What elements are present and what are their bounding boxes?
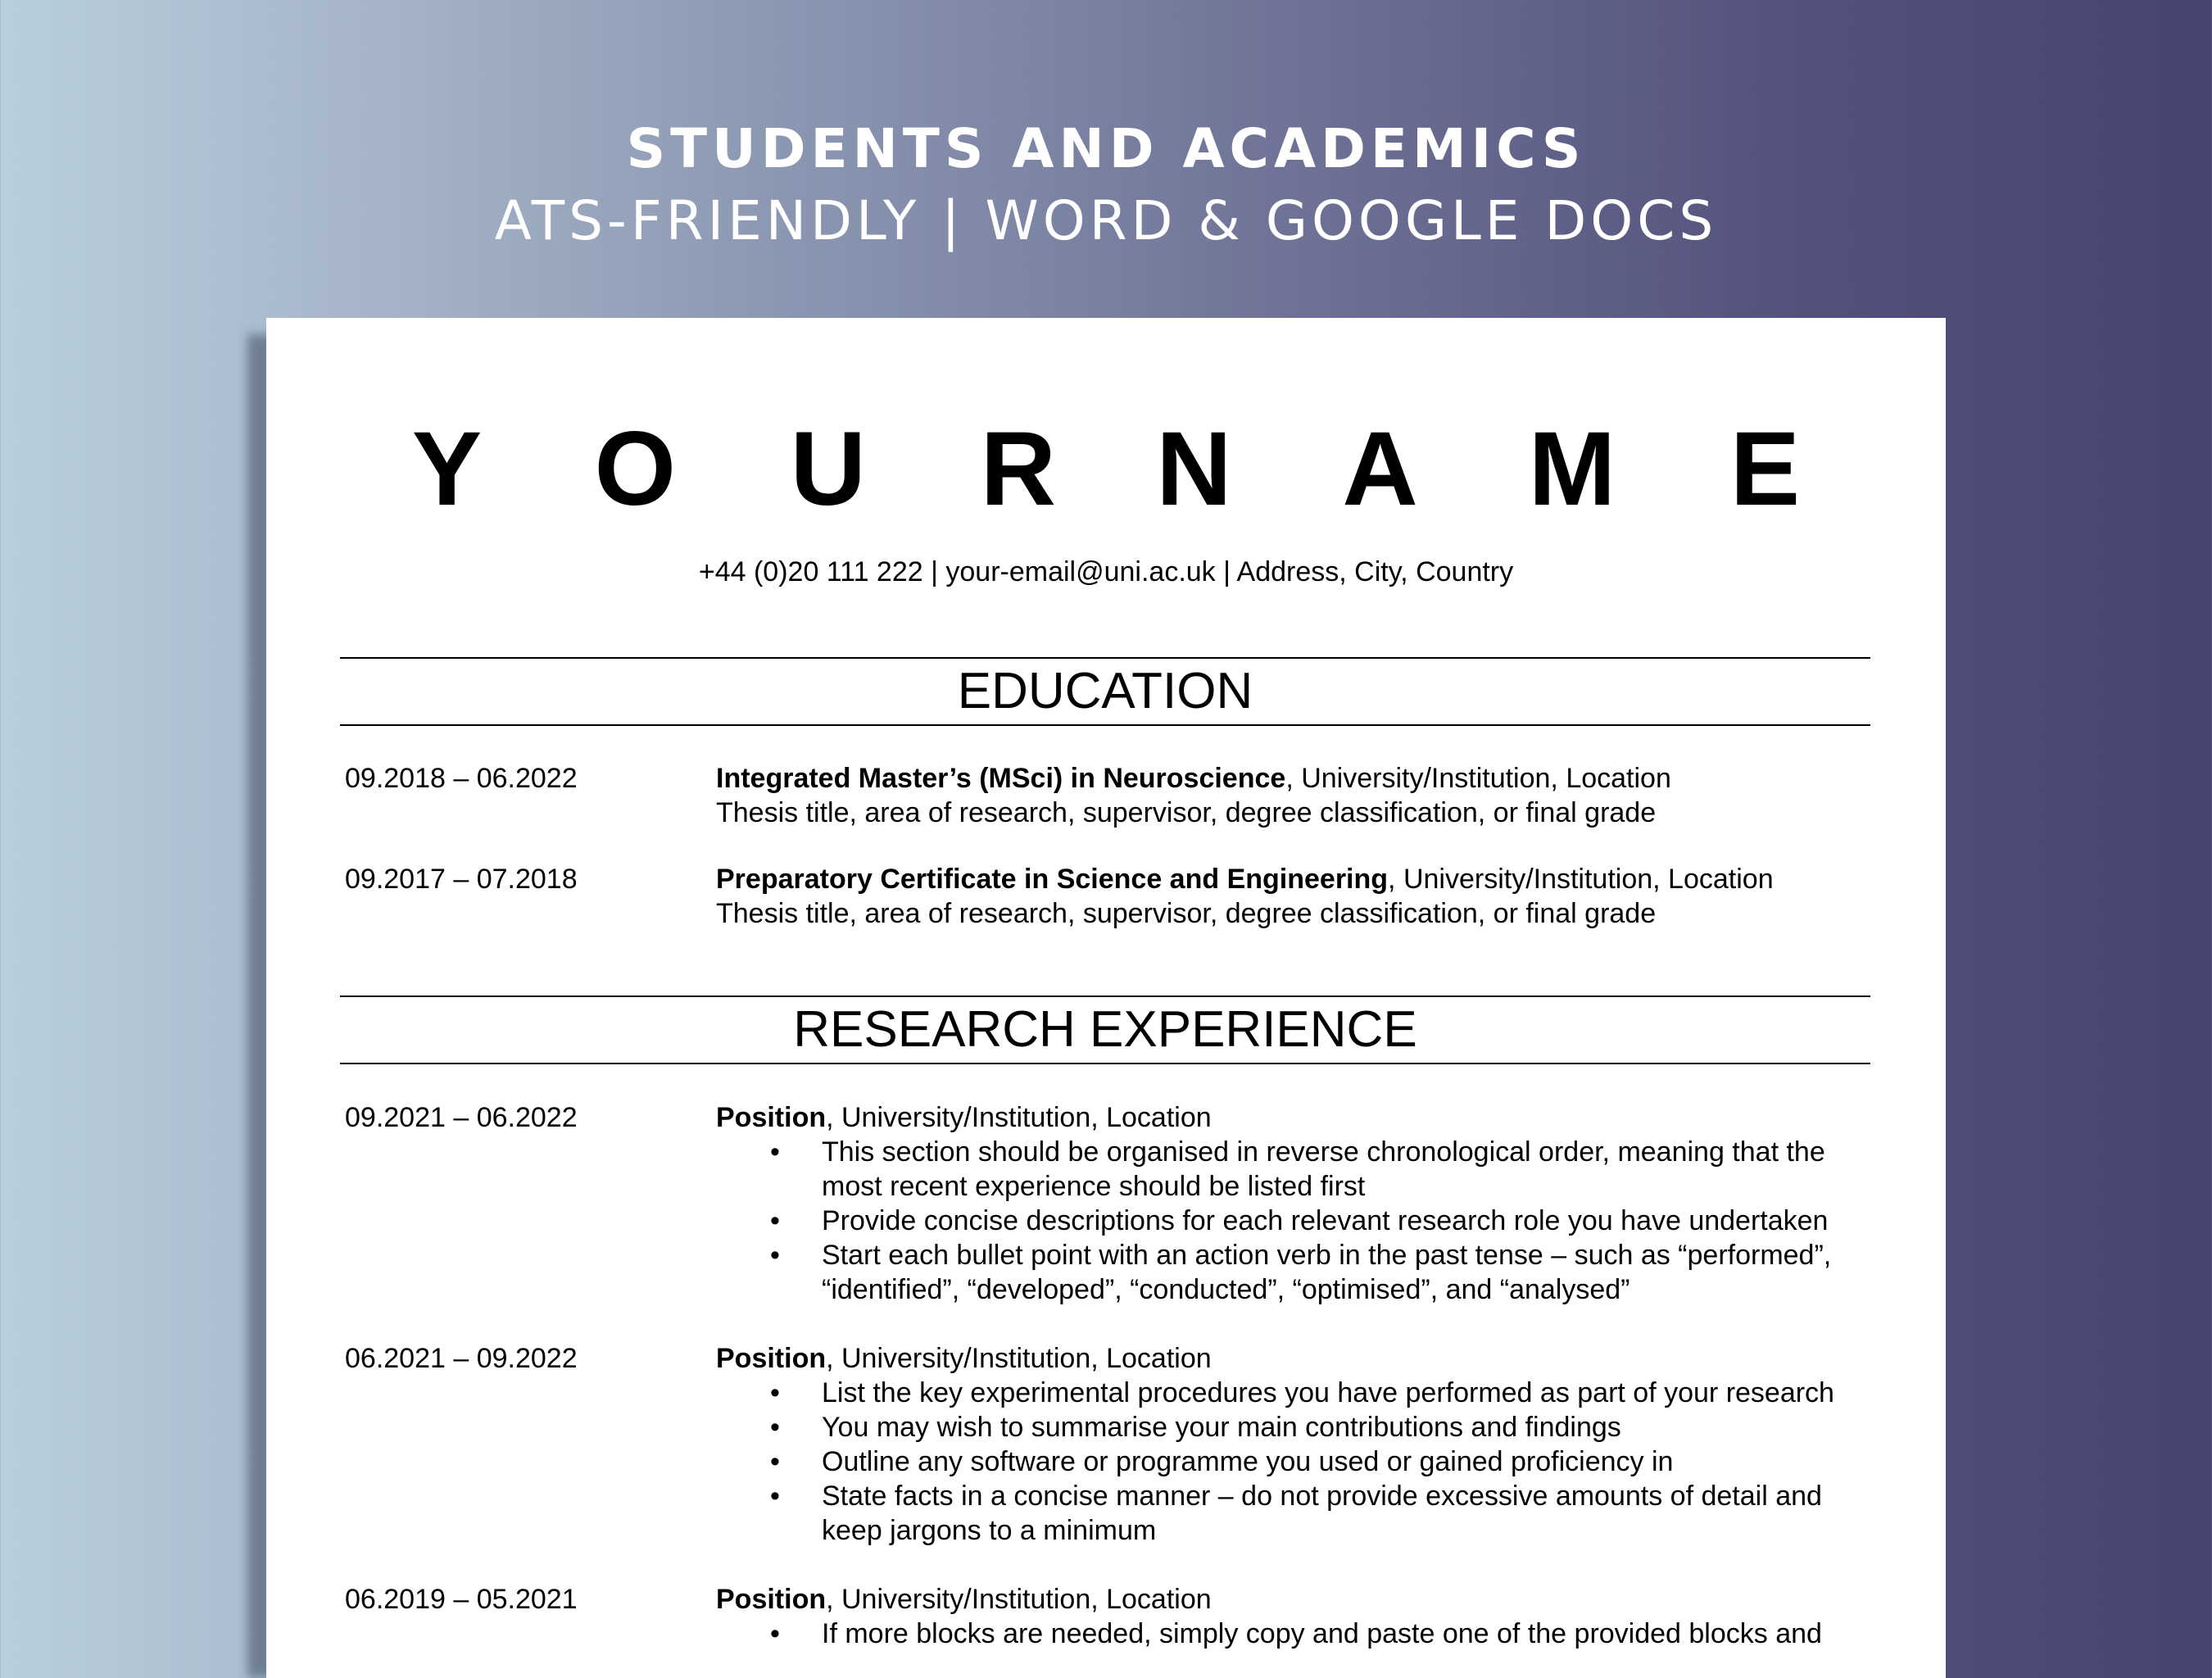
bullet-icon: • xyxy=(770,1412,780,1443)
entry-detail: Thesis title, area of research, supervisor, degree classification, or final grade xyxy=(716,797,1657,828)
bullet-item xyxy=(716,1410,1871,1444)
entry-place: , University/Institution, Location xyxy=(826,1343,1212,1374)
entry-title: Integrated Master’s (MSci) in Neuroscience xyxy=(716,763,1286,794)
resume-name xyxy=(266,408,1946,531)
entry-detail: Thesis title, area of research, supervisor, degree classification, or final grade xyxy=(716,898,1657,929)
bullet-text: You may wish to summarise your main contributions and findings xyxy=(822,1412,1621,1443)
bullet-item xyxy=(716,1204,1871,1238)
entry-title: Position xyxy=(716,1584,827,1615)
bullet-icon: • xyxy=(770,1481,780,1512)
banner-subtitle: ATS-FRIENDLY | WORD & GOOGLE DOCS xyxy=(494,189,1718,252)
bullet-icon: • xyxy=(770,1240,780,1271)
bullet-text: Provide concise descriptions for each relevant research role you have undertaken xyxy=(822,1205,1829,1236)
entry-place: , University/Institution, Location xyxy=(826,1102,1212,1133)
bullet-item xyxy=(716,1135,1871,1204)
entry-place: , University/Institution, Location xyxy=(826,1584,1212,1615)
bullet-text: This section should be organised in reverse chronological order, meaning that the most recent experience should be listed first xyxy=(822,1136,1825,1202)
entry-title: Position xyxy=(716,1102,827,1133)
bullet-item xyxy=(716,1617,1871,1651)
bullet-icon: • xyxy=(770,1377,780,1408)
bullet-text: State facts in a concise manner – do not provide excessive amounts of detail and keep jargons to a minimum xyxy=(822,1481,1822,1546)
bullet-text: Start each bullet point with an action verb in the past tense – such as “performed”, “identified”, “developed”, “conducted”, “optimised”, and “analysed” xyxy=(822,1240,1832,1305)
entry-date: 09.2017 – 07.2018 xyxy=(345,864,578,895)
entry-title: Position xyxy=(716,1343,827,1374)
entry-date: 06.2021 – 09.2022 xyxy=(345,1343,578,1374)
entry-body xyxy=(716,761,1871,830)
education-entry xyxy=(345,761,1870,835)
entry-body xyxy=(716,862,1871,931)
entry-body xyxy=(716,1582,1871,1651)
bullet-icon: • xyxy=(770,1618,780,1649)
bullet-text: Outline any software or programme you used or gained proficiency in xyxy=(822,1446,1674,1477)
bullet-text: If more blocks are needed, simply copy and paste one of the provided blocks and xyxy=(822,1618,1822,1649)
bullet-icon: • xyxy=(770,1205,780,1236)
bullet-item xyxy=(716,1238,1871,1307)
education-heading: EDUCATION xyxy=(340,657,1870,726)
bullet-list xyxy=(716,1135,1871,1307)
bullet-list xyxy=(716,1376,1871,1548)
bullet-item xyxy=(716,1444,1871,1479)
entry-date: 09.2018 – 06.2022 xyxy=(345,763,578,794)
banner xyxy=(0,115,2212,256)
bullet-list xyxy=(716,1617,1871,1651)
banner-title: STUDENTS AND ACADEMICS xyxy=(626,117,1586,180)
bullet-text: List the key experimental procedures you have performed as part of your research xyxy=(822,1377,1834,1408)
entry-place: , University/Institution, Location xyxy=(1388,864,1774,895)
entry-title: Preparatory Certificate in Science and Engineering xyxy=(716,864,1389,895)
entry-body xyxy=(716,1100,1871,1307)
contact-line: +44 (0)20 111 222 | your-email@uni.ac.uk | Address, City, Country xyxy=(698,556,1514,587)
entry-place: , University/Institution, Location xyxy=(1285,763,1671,794)
research-entry xyxy=(345,1100,1870,1305)
bullet-icon: • xyxy=(770,1446,780,1477)
bullet-item xyxy=(716,1479,1871,1548)
name-first: Y O U R xyxy=(411,410,1099,528)
entry-body xyxy=(716,1341,1871,1548)
resume-page xyxy=(266,318,1946,1678)
research-heading: RESEARCH EXPERIENCE xyxy=(340,995,1870,1064)
bullet-item xyxy=(716,1376,1871,1410)
education-entry xyxy=(345,862,1870,936)
research-entry xyxy=(345,1341,1870,1546)
bullet-icon: • xyxy=(770,1136,780,1168)
name-last: N A M E xyxy=(1156,410,1843,528)
entry-date: 09.2021 – 06.2022 xyxy=(345,1102,578,1133)
entry-date: 06.2019 – 05.2021 xyxy=(345,1584,578,1615)
